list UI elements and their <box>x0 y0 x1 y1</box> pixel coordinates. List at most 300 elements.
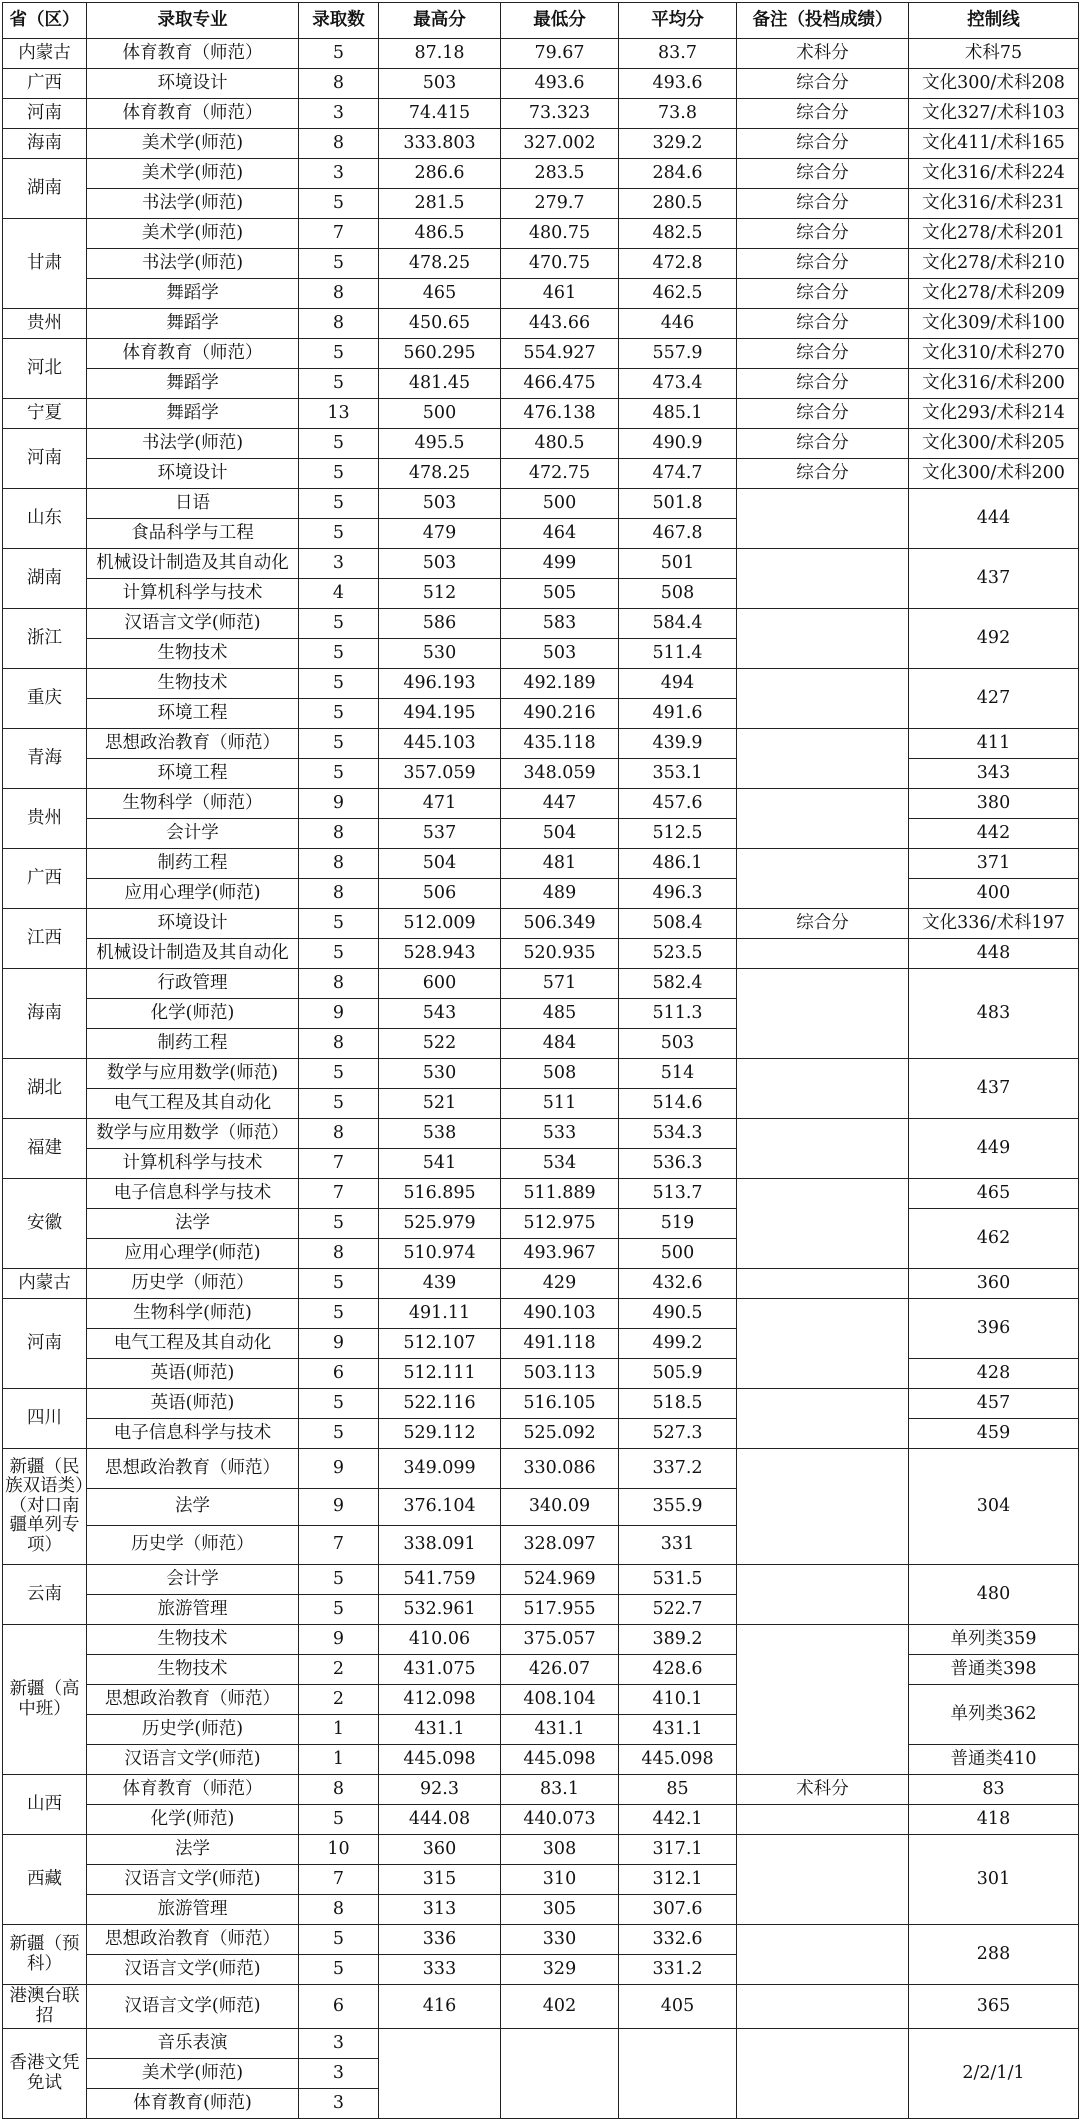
cell-major: 舞蹈学 <box>87 399 299 429</box>
cell-max-score <box>379 2029 501 2119</box>
cell-major: 机械设计制造及其自动化 <box>87 549 299 579</box>
cell-control-line: 480 <box>909 1565 1079 1625</box>
cell-admitted-count: 5 <box>299 1595 379 1625</box>
cell-major: 制药工程 <box>87 849 299 879</box>
cell-max-score: 503 <box>379 489 501 519</box>
table-row <box>3 849 1079 879</box>
cell-major: 汉语言文学(师范) <box>87 1865 299 1895</box>
cell-major: 日语 <box>87 489 299 519</box>
table-row <box>3 879 1079 909</box>
cell-min-score: 583 <box>501 609 619 639</box>
cell-min-score: 402 <box>501 1985 619 2029</box>
header-control-line: 控制线 <box>909 3 1079 39</box>
cell-remark: 综合分 <box>737 339 909 369</box>
cell-min-score: 308 <box>501 1835 619 1865</box>
cell-major: 行政管理 <box>87 969 299 999</box>
cell-min-score: 461 <box>501 279 619 309</box>
table-row <box>3 99 1079 129</box>
cell-major: 书法学(师范) <box>87 249 299 279</box>
cell-max-score: 479 <box>379 519 501 549</box>
cell-major: 环境设计 <box>87 69 299 99</box>
table-row <box>3 1625 1079 1655</box>
cell-max-score: 503 <box>379 69 501 99</box>
cell-max-score: 333.803 <box>379 129 501 159</box>
cell-major: 生物技术 <box>87 669 299 699</box>
cell-admitted-count: 13 <box>299 399 379 429</box>
cell-avg-score: 501 <box>619 549 737 579</box>
cell-major: 体育教育（师范） <box>87 1775 299 1805</box>
cell-min-score: 305 <box>501 1895 619 1925</box>
cell-major: 汉语言文学(师范) <box>87 609 299 639</box>
cell-admitted-count: 6 <box>299 1359 379 1389</box>
cell-max-score: 529.112 <box>379 1419 501 1449</box>
table-row <box>3 1805 1079 1835</box>
table-row <box>3 1925 1079 1955</box>
cell-province: 海南 <box>3 129 87 159</box>
cell-min-score: 492.189 <box>501 669 619 699</box>
cell-admitted-count: 5 <box>299 939 379 969</box>
header-avg-score: 平均分 <box>619 3 737 39</box>
cell-province: 青海 <box>3 729 87 789</box>
cell-avg-score: 511.4 <box>619 639 737 669</box>
table-row <box>3 1685 1079 1715</box>
cell-remark <box>737 2029 909 2119</box>
cell-remark <box>737 1449 909 1565</box>
cell-admitted-count: 5 <box>299 459 379 489</box>
cell-avg-score: 518.5 <box>619 1389 737 1419</box>
table-row <box>3 339 1079 369</box>
cell-avg-score: 280.5 <box>619 189 737 219</box>
cell-avg-score: 500 <box>619 1239 737 1269</box>
cell-province: 宁夏 <box>3 399 87 429</box>
cell-max-score: 586 <box>379 609 501 639</box>
cell-max-score: 541 <box>379 1149 501 1179</box>
cell-admitted-count: 8 <box>299 879 379 909</box>
cell-avg-score: 284.6 <box>619 159 737 189</box>
cell-control-line: 文化300/术科205 <box>909 429 1079 459</box>
cell-major: 思想政治教育（师范） <box>87 729 299 759</box>
table-row <box>3 459 1079 489</box>
cell-remark: 综合分 <box>737 219 909 249</box>
cell-max-score: 478.25 <box>379 459 501 489</box>
cell-avg-score: 501.8 <box>619 489 737 519</box>
cell-remark: 术科分 <box>737 1775 909 1805</box>
cell-avg-score: 536.3 <box>619 1149 737 1179</box>
cell-admitted-count: 5 <box>299 1925 379 1955</box>
cell-remark <box>737 1625 909 1775</box>
table-row <box>3 429 1079 459</box>
header-province: 省（区） <box>3 3 87 39</box>
table-row <box>3 399 1079 429</box>
cell-admitted-count: 8 <box>299 1119 379 1149</box>
cell-min-score: 490.216 <box>501 699 619 729</box>
cell-major: 书法学(师范) <box>87 189 299 219</box>
cell-province: 甘肃 <box>3 219 87 309</box>
cell-max-score: 522 <box>379 1029 501 1059</box>
cell-admitted-count: 5 <box>299 1089 379 1119</box>
table-row <box>3 159 1079 189</box>
cell-avg-score: 457.6 <box>619 789 737 819</box>
cell-major: 法学 <box>87 1209 299 1239</box>
cell-province: 西藏 <box>3 1835 87 1925</box>
cell-control-line: 442 <box>909 819 1079 849</box>
cell-major: 会计学 <box>87 819 299 849</box>
cell-admitted-count: 5 <box>299 369 379 399</box>
cell-min-score: 511.889 <box>501 1179 619 1209</box>
cell-avg-score: 472.8 <box>619 249 737 279</box>
cell-major: 美术学(师范) <box>87 159 299 189</box>
cell-max-score: 530 <box>379 639 501 669</box>
table-row <box>3 969 1079 999</box>
cell-control-line: 444 <box>909 489 1079 549</box>
cell-min-score: 511 <box>501 1089 619 1119</box>
cell-admitted-count: 9 <box>299 1449 379 1489</box>
cell-control-line: 418 <box>909 1805 1079 1835</box>
cell-major: 环境工程 <box>87 699 299 729</box>
cell-admitted-count: 8 <box>299 309 379 339</box>
cell-major: 体育教育(师范) <box>87 2089 299 2119</box>
cell-remark: 综合分 <box>737 459 909 489</box>
cell-remark: 综合分 <box>737 429 909 459</box>
cell-avg-score: 410.1 <box>619 1685 737 1715</box>
cell-remark: 综合分 <box>737 369 909 399</box>
cell-remark: 综合分 <box>737 99 909 129</box>
cell-major: 环境工程 <box>87 759 299 789</box>
cell-admitted-count: 5 <box>299 1299 379 1329</box>
cell-min-score: 283.5 <box>501 159 619 189</box>
cell-control-line: 文化327/术科103 <box>909 99 1079 129</box>
cell-control-line: 文化336/术科197 <box>909 909 1079 939</box>
cell-min-score: 329 <box>501 1955 619 1985</box>
cell-remark: 综合分 <box>737 309 909 339</box>
table-row <box>3 369 1079 399</box>
cell-avg-score: 405 <box>619 1985 737 2029</box>
cell-min-score: 470.75 <box>501 249 619 279</box>
cell-avg-score: 337.2 <box>619 1449 737 1489</box>
cell-max-score: 333 <box>379 1955 501 1985</box>
cell-max-score: 313 <box>379 1895 501 1925</box>
cell-min-score: 429 <box>501 1269 619 1299</box>
cell-control-line: 457 <box>909 1389 1079 1419</box>
cell-control-line: 普通类398 <box>909 1655 1079 1685</box>
cell-province: 广西 <box>3 849 87 909</box>
cell-control-line: 427 <box>909 669 1079 729</box>
cell-min-score: 481 <box>501 849 619 879</box>
cell-remark <box>737 669 909 729</box>
cell-avg-score: 485.1 <box>619 399 737 429</box>
cell-avg-score: 431.1 <box>619 1715 737 1745</box>
cell-remark <box>737 549 909 609</box>
cell-min-score: 491.118 <box>501 1329 619 1359</box>
cell-min-score: 484 <box>501 1029 619 1059</box>
cell-control-line: 文化278/术科201 <box>909 219 1079 249</box>
cell-min-score: 279.7 <box>501 189 619 219</box>
cell-control-line: 单列类362 <box>909 1685 1079 1745</box>
table-row <box>3 1209 1079 1239</box>
cell-avg-score: 442.1 <box>619 1805 737 1835</box>
cell-min-score: 534 <box>501 1149 619 1179</box>
cell-major: 旅游管理 <box>87 1895 299 1925</box>
cell-min-score: 476.138 <box>501 399 619 429</box>
cell-max-score: 444.08 <box>379 1805 501 1835</box>
cell-max-score: 486.5 <box>379 219 501 249</box>
cell-major: 汉语言文学(师范) <box>87 1955 299 1985</box>
cell-avg-score: 514 <box>619 1059 737 1089</box>
cell-remark <box>737 1985 909 2029</box>
cell-province: 海南 <box>3 969 87 1059</box>
cell-major: 汉语言文学(师范) <box>87 1745 299 1775</box>
cell-admitted-count: 5 <box>299 759 379 789</box>
cell-min-score: 79.67 <box>501 39 619 69</box>
cell-major: 法学 <box>87 1489 299 1526</box>
cell-major: 体育教育（师范） <box>87 99 299 129</box>
cell-min-score: 525.092 <box>501 1419 619 1449</box>
cell-major: 食品科学与工程 <box>87 519 299 549</box>
cell-min-score: 348.059 <box>501 759 619 789</box>
table-row <box>3 129 1079 159</box>
table-row <box>3 729 1079 759</box>
table-row <box>3 1655 1079 1685</box>
cell-province: 港澳台联招 <box>3 1985 87 2029</box>
cell-avg-score: 446 <box>619 309 737 339</box>
cell-max-score: 495.5 <box>379 429 501 459</box>
cell-admitted-count: 8 <box>299 129 379 159</box>
cell-major: 音乐表演 <box>87 2029 299 2059</box>
cell-major: 生物技术 <box>87 639 299 669</box>
cell-max-score: 537 <box>379 819 501 849</box>
cell-admitted-count: 3 <box>299 2029 379 2059</box>
cell-control-line: 文化300/术科208 <box>909 69 1079 99</box>
cell-min-score: 503.113 <box>501 1359 619 1389</box>
cell-admitted-count: 8 <box>299 819 379 849</box>
cell-max-score: 336 <box>379 1925 501 1955</box>
cell-avg-score: 486.1 <box>619 849 737 879</box>
cell-max-score: 416 <box>379 1985 501 2029</box>
cell-max-score: 496.193 <box>379 669 501 699</box>
cell-control-line: 文化316/术科231 <box>909 189 1079 219</box>
cell-province: 广西 <box>3 69 87 99</box>
table-row <box>3 1745 1079 1775</box>
cell-avg-score: 531.5 <box>619 1565 737 1595</box>
cell-remark: 综合分 <box>737 279 909 309</box>
cell-min-score: 500 <box>501 489 619 519</box>
cell-admitted-count: 10 <box>299 1835 379 1865</box>
cell-province: 四川 <box>3 1389 87 1449</box>
cell-control-line: 492 <box>909 609 1079 669</box>
cell-admitted-count: 3 <box>299 549 379 579</box>
cell-major: 美术学(师范) <box>87 219 299 249</box>
cell-province: 香港文凭免试 <box>3 2029 87 2119</box>
cell-admitted-count: 9 <box>299 999 379 1029</box>
cell-max-score: 600 <box>379 969 501 999</box>
cell-admitted-count: 5 <box>299 1059 379 1089</box>
cell-control-line: 449 <box>909 1119 1079 1179</box>
cell-avg-score: 445.098 <box>619 1745 737 1775</box>
cell-min-score: 480.5 <box>501 429 619 459</box>
header-admitted-count: 录取数 <box>299 3 379 39</box>
cell-max-score: 431.075 <box>379 1655 501 1685</box>
cell-min-score: 571 <box>501 969 619 999</box>
cell-avg-score: 508.4 <box>619 909 737 939</box>
cell-min-score: 503 <box>501 639 619 669</box>
cell-admitted-count: 5 <box>299 1955 379 1985</box>
cell-admitted-count: 9 <box>299 1489 379 1526</box>
cell-remark: 综合分 <box>737 399 909 429</box>
cell-remark: 综合分 <box>737 129 909 159</box>
cell-max-score: 516.895 <box>379 1179 501 1209</box>
cell-control-line: 462 <box>909 1209 1079 1269</box>
cell-max-score: 74.415 <box>379 99 501 129</box>
table-row <box>3 1835 1079 1865</box>
cell-min-score: 445.098 <box>501 1745 619 1775</box>
cell-admitted-count: 5 <box>299 339 379 369</box>
cell-min-score: 310 <box>501 1865 619 1895</box>
cell-admitted-count: 2 <box>299 1685 379 1715</box>
cell-major: 化学(师范) <box>87 1805 299 1835</box>
table-row <box>3 669 1079 699</box>
cell-avg-score: 494 <box>619 669 737 699</box>
cell-max-score: 376.104 <box>379 1489 501 1526</box>
cell-province: 湖南 <box>3 549 87 609</box>
cell-admitted-count: 6 <box>299 1985 379 2029</box>
cell-province: 河北 <box>3 339 87 399</box>
cell-major: 生物科学(师范) <box>87 1299 299 1329</box>
table-row <box>3 2029 1079 2059</box>
cell-min-score: 493.967 <box>501 1239 619 1269</box>
cell-admitted-count: 9 <box>299 1625 379 1655</box>
cell-remark: 综合分 <box>737 69 909 99</box>
cell-admitted-count: 5 <box>299 609 379 639</box>
cell-control-line: 459 <box>909 1419 1079 1449</box>
cell-max-score: 439 <box>379 1269 501 1299</box>
cell-avg-score: 332.6 <box>619 1925 737 1955</box>
cell-avg-score: 584.4 <box>619 609 737 639</box>
cell-admitted-count: 7 <box>299 1526 379 1565</box>
cell-max-score: 445.098 <box>379 1745 501 1775</box>
cell-avg-score: 482.5 <box>619 219 737 249</box>
table-row <box>3 1299 1079 1329</box>
cell-major: 环境设计 <box>87 459 299 489</box>
cell-control-line: 365 <box>909 1985 1079 2029</box>
cell-max-score: 87.18 <box>379 39 501 69</box>
cell-province: 河南 <box>3 429 87 489</box>
cell-admitted-count: 1 <box>299 1715 379 1745</box>
cell-max-score: 92.3 <box>379 1775 501 1805</box>
cell-major: 电子信息科学与技术 <box>87 1179 299 1209</box>
cell-control-line: 411 <box>909 729 1079 759</box>
cell-province: 新疆（预科） <box>3 1925 87 1985</box>
header-major: 录取专业 <box>87 3 299 39</box>
cell-province: 浙江 <box>3 609 87 669</box>
cell-admitted-count: 5 <box>299 429 379 459</box>
cell-max-score: 510.974 <box>379 1239 501 1269</box>
cell-min-score: 499 <box>501 549 619 579</box>
cell-control-line: 文化278/术科209 <box>909 279 1079 309</box>
cell-min-score: 517.955 <box>501 1595 619 1625</box>
cell-admitted-count: 5 <box>299 729 379 759</box>
cell-major: 机械设计制造及其自动化 <box>87 939 299 969</box>
cell-admitted-count: 5 <box>299 189 379 219</box>
cell-province: 河南 <box>3 1299 87 1389</box>
cell-province: 重庆 <box>3 669 87 729</box>
cell-min-score: 330.086 <box>501 1449 619 1489</box>
cell-min-score: 490.103 <box>501 1299 619 1329</box>
cell-remark: 综合分 <box>737 189 909 219</box>
header-max-score: 最高分 <box>379 3 501 39</box>
cell-major: 书法学(师范) <box>87 429 299 459</box>
admission-table-container <box>2 2 1078 2119</box>
cell-remark <box>737 1565 909 1625</box>
cell-admitted-count: 8 <box>299 279 379 309</box>
cell-province: 安徽 <box>3 1179 87 1269</box>
cell-max-score: 445.103 <box>379 729 501 759</box>
cell-min-score: 328.097 <box>501 1526 619 1565</box>
cell-control-line: 448 <box>909 939 1079 969</box>
cell-major: 电气工程及其自动化 <box>87 1089 299 1119</box>
cell-admitted-count: 5 <box>299 1389 379 1419</box>
cell-control-line: 304 <box>909 1449 1079 1565</box>
cell-admitted-count: 1 <box>299 1745 379 1775</box>
header-row <box>3 3 1079 39</box>
cell-min-score: 508 <box>501 1059 619 1089</box>
cell-admitted-count: 5 <box>299 1419 379 1449</box>
cell-major: 法学 <box>87 1835 299 1865</box>
cell-remark <box>737 789 909 849</box>
cell-avg-score: 85 <box>619 1775 737 1805</box>
cell-control-line: 文化316/术科224 <box>909 159 1079 189</box>
cell-major: 电气工程及其自动化 <box>87 1329 299 1359</box>
cell-control-line: 83 <box>909 1775 1079 1805</box>
cell-major: 电子信息科学与技术 <box>87 1419 299 1449</box>
cell-admitted-count: 5 <box>299 39 379 69</box>
cell-max-score: 504 <box>379 849 501 879</box>
cell-max-score: 431.1 <box>379 1715 501 1745</box>
cell-avg-score: 329.2 <box>619 129 737 159</box>
table-row <box>3 909 1079 939</box>
cell-province: 山东 <box>3 489 87 549</box>
cell-major: 思想政治教育（师范） <box>87 1685 299 1715</box>
cell-avg-score: 534.3 <box>619 1119 737 1149</box>
cell-avg-score: 508 <box>619 579 737 609</box>
cell-min-score: 426.07 <box>501 1655 619 1685</box>
cell-admitted-count: 5 <box>299 1209 379 1239</box>
cell-min-score: 506.349 <box>501 909 619 939</box>
cell-remark: 综合分 <box>737 909 909 939</box>
cell-admitted-count: 3 <box>299 2089 379 2119</box>
cell-max-score: 543 <box>379 999 501 1029</box>
cell-avg-score: 514.6 <box>619 1089 737 1119</box>
cell-admitted-count: 8 <box>299 1775 379 1805</box>
table-row <box>3 789 1079 819</box>
cell-control-line: 单列类359 <box>909 1625 1079 1655</box>
cell-major: 旅游管理 <box>87 1595 299 1625</box>
cell-remark <box>737 729 909 789</box>
cell-max-score: 528.943 <box>379 939 501 969</box>
cell-max-score: 410.06 <box>379 1625 501 1655</box>
cell-max-score: 532.961 <box>379 1595 501 1625</box>
table-row <box>3 1389 1079 1419</box>
cell-max-score: 560.295 <box>379 339 501 369</box>
cell-remark <box>737 939 909 969</box>
cell-avg-score: 474.7 <box>619 459 737 489</box>
cell-min-score <box>501 2029 619 2119</box>
cell-max-score: 491.11 <box>379 1299 501 1329</box>
cell-control-line: 文化411/术科165 <box>909 129 1079 159</box>
table-row <box>3 1269 1079 1299</box>
cell-admitted-count: 8 <box>299 1029 379 1059</box>
cell-admitted-count: 7 <box>299 1149 379 1179</box>
cell-control-line: 文化300/术科200 <box>909 459 1079 489</box>
